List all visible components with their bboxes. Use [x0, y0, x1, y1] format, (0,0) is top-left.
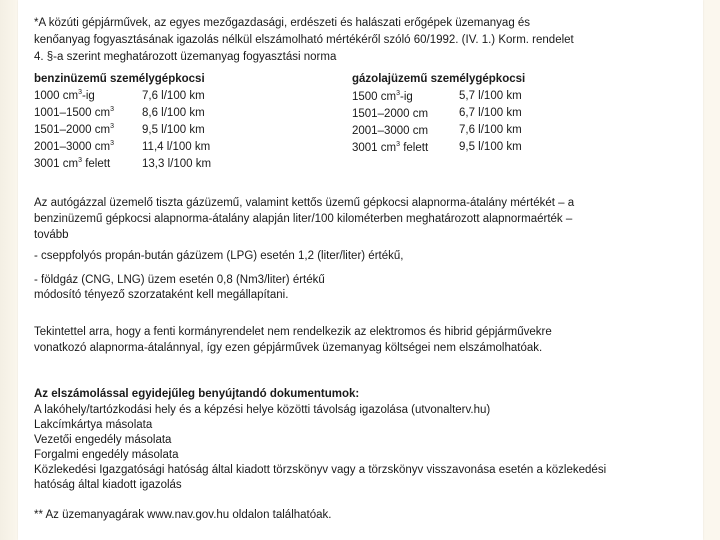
intro-line-3: 4. §-a szerint meghatározott üzemanyag fogyasztási norma	[34, 51, 337, 63]
electric-line-2: vonatkozó alapnorma-átalánnyal, így ezen gépjárművek üzemanyag költségei nem elszámolhatóak.	[34, 342, 543, 354]
diesel-range-3: 2001–3000 cm	[352, 125, 429, 137]
petrol-value-4: 11,4 l/100 km	[142, 141, 211, 153]
gas-lpg: - cseppfolyós propán-bután gázüzem (LPG) esetén 1,2 (liter/liter) értékű,	[34, 250, 404, 262]
petrol-range-5: 3001 $cm^3$ felett	[34, 157, 111, 170]
footnote: ** Az üzemanyagárak www.nav.gov.hu oldalon találhatóak.	[34, 509, 332, 521]
gas-line-3: tovább	[34, 229, 69, 241]
scanned-document	[18, 0, 703, 540]
petrol-value-2: 8,6 l/100 km	[142, 107, 205, 119]
document-item-6: hatóság által kiadott igazolás	[34, 479, 182, 491]
petrol-range-1: 1000 $cm^3-ig$	[34, 89, 95, 102]
diesel-range-1: 1500 $cm^3-ig$	[352, 90, 413, 103]
petrol-range-2: 1001–1500 $cm^3$	[34, 106, 114, 119]
electric-line-1: Tekintettel arra, hogy a fenti kormányrendelet nem rendelkezik az elektromos és hibrid gépjárművekre	[34, 326, 552, 338]
diesel-value-2: 6,7 l/100 km	[459, 107, 522, 119]
diesel-range-4: 3001 $cm^3$ felett	[352, 141, 429, 154]
diesel-value-1: 5,7 l/100 km	[459, 90, 522, 102]
left-margin-band	[0, 0, 16, 540]
petrol-range-3: 1501–2000 $cm^3$	[34, 123, 114, 136]
diesel-heading: gázolajüzemű személygépkocsi	[352, 73, 526, 85]
gas-modifier: módosító tényező szorzataként kell megállapítani.	[34, 289, 289, 301]
petrol-value-5: 13,3 l/100 km	[142, 158, 212, 170]
petrol-heading: benzinüzemű személygépkocsi	[34, 73, 205, 85]
petrol-range-4: 2001–3000 $cm^3$	[34, 140, 114, 153]
gas-line-2: benzinüzemű gépkocsi alapnorma-átalány alapján liter/100 kilométerben meghatározott alapnormaérték –	[34, 213, 573, 225]
petrol-value-1: 7,6 l/100 km	[142, 90, 205, 102]
intro-line-2: kenőanyag fogyasztásának igazolás nélkül elszámolható mértékéről szóló 60/1992. (IV. 1.) Korm. rendelet	[34, 34, 574, 46]
document-item-1: A lakóhely/tartózkodási hely és a képzési helye közötti távolság igazolása (utvonalterv.hu)	[34, 404, 491, 416]
diesel-value-3: 7,6 l/100 km	[459, 124, 522, 136]
diesel-range-2: 1501–2000 cm	[352, 108, 429, 120]
petrol-value-3: 9,5 l/100 km	[142, 124, 205, 136]
documents-heading: Az elszámolással egyidejűleg benyújtandó dokumentumok:	[34, 388, 360, 400]
document-item-2: Lakcímkártya másolata	[34, 419, 153, 431]
document-item-3: Vezetői engedély másolata	[34, 434, 172, 446]
gas-cng: - földgáz (CNG, LNG) üzem esetén 0,8 (Nm3/liter) értékű	[34, 274, 325, 286]
intro-line-1: *A közúti gépjárművek, az egyes mezőgazdasági, erdészeti és halászati erőgépek üzemanyag és	[34, 17, 531, 29]
document-item-5: Közlekedési Igazgatósági hatóság által kiadott törzskönyv vagy a törzskönyv visszavonása esetén a közlekedési	[34, 464, 607, 476]
diesel-value-4: 9,5 l/100 km	[459, 141, 522, 153]
gas-line-1: Az autógázzal üzemelő tiszta gázüzemű, valamint kettős üzemű gépkocsi alapnorma-átalány mértékét – a	[34, 197, 575, 209]
document-item-4: Forgalmi engedély másolata	[34, 449, 179, 461]
